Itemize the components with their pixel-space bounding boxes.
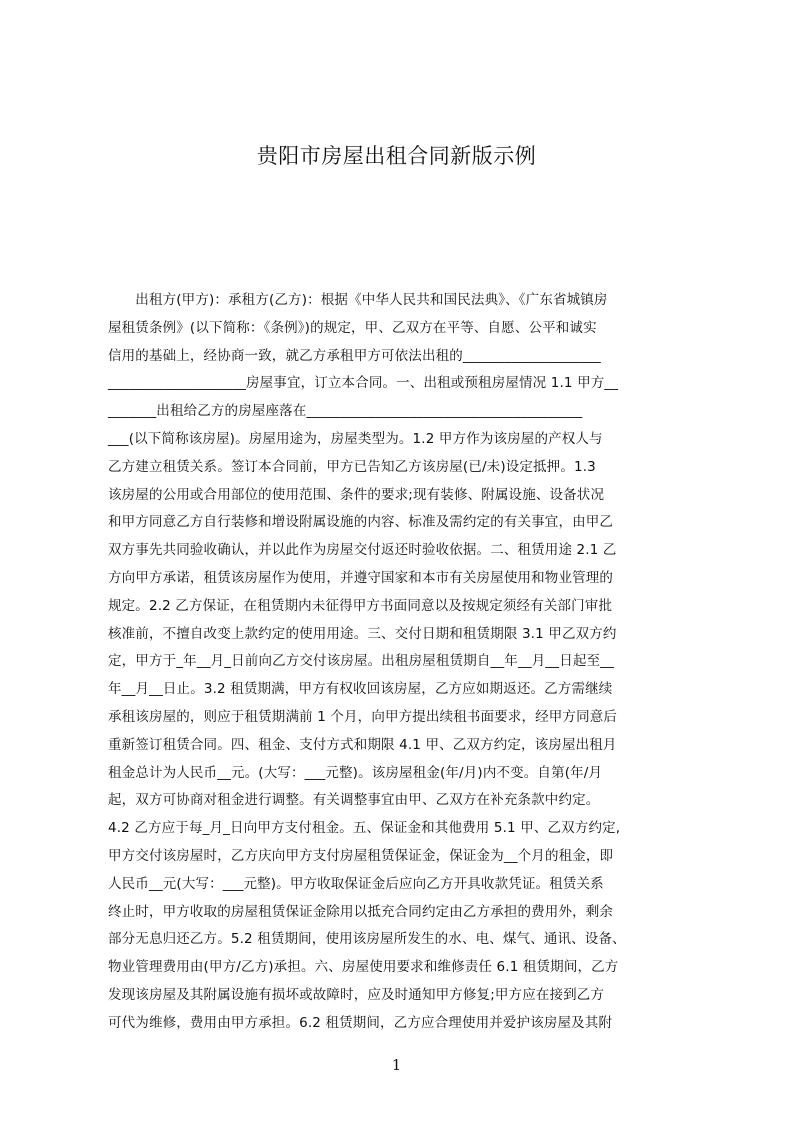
body-line: 部分无息归还乙方。5.2 租赁期间，使用该房屋所发生的水、电、煤气、通讯、设备、 (108, 931, 626, 948)
body-line: _______出租给乙方的房屋座落在________________________________________ (108, 403, 583, 420)
body-line: 发现该房屋及其附属设施有损坏或故障时，应及时通知甲方修复;甲方应在接到乙方 (108, 986, 605, 1003)
body-line: 该房屋的公用或合用部位的使用范围、条件的要求;现有装修、附属设施、设备状况 (108, 486, 605, 503)
body-line: 乙方建立租赁关系。签订本合同前，甲方已告知乙方该房屋(已/未)设定抵押。1.3 (108, 458, 596, 475)
body-line: 年__月__日止。3.2 租赁期满，甲方有权收回该房屋，乙方应如期返还。乙方需继续 (108, 681, 613, 698)
body-line: 出租方(甲方)：承租方(乙方)：根据《中华人民共和国民法典》、《广东省城镇房 (108, 292, 608, 308)
body-line: 物业管理费用由(甲方/乙方)承担。六、房屋使用要求和维修责任 6.1 租赁期间，乙方 (108, 959, 619, 976)
body-line: 屋租赁条例》(以下简称：《条例》)的规定，甲、乙双方在平等、自愿、公平和诚实 (108, 319, 597, 336)
page-number: 1 (391, 1056, 402, 1074)
body-line: 规定。2.2 乙方保证，在租赁期内未征得甲方书面同意以及按规定须经有关部门审批 (108, 597, 613, 614)
body-line: 重新签订租赁合同。四、租金、支付方式和期限 4.1 甲、乙双方约定，该房屋出租月 (108, 736, 617, 753)
body-line: 承租该房屋的，则应于租赁期满前 1 个月，向甲方提出续租书面要求，经甲方同意后 (108, 708, 618, 725)
body-line: 方向甲方承诺，租赁该房屋作为使用，并遵守国家和本市有关房屋使用和物业管理的 (108, 569, 614, 586)
body-line: 甲方交付该房屋时，乙方庆向甲方支付房屋租赁保证金，保证金为__个月的租金，即 (108, 847, 614, 864)
body-line: 和甲方同意乙方自行装修和增设附属设施的内容、标准及需约定的有关事宜，由甲乙 (108, 514, 614, 531)
body-line: 起，双方可协商对租金进行调整。有关调整事宜由甲、乙双方在补充条款中约定。 (108, 792, 600, 809)
body-line: 终止时，甲方收取的房屋租赁保证金除用以抵充合同约定由乙方承担的费用外，剩余 (108, 903, 614, 920)
body-line: 双方事先共同验收确认，并以此作为房屋交付返还时验收依据。二、租赁用途 2.1 乙 (108, 542, 617, 559)
body-line: 信用的基础上，经协商一致，就乙方承租甲方可依法出租的____________________ (108, 347, 601, 364)
body-line: 可代为维修，费用由甲方承担。6.2 租赁期间，乙方应合理使用并爱护该房屋及其附 (108, 1014, 613, 1031)
body-line: 人民币__元(大写：___元整)。甲方收取保证金后应向乙方开具收款凭证。租赁关系 (108, 875, 604, 892)
body-line: ____________________房屋事宜，订立本合同。一、出租或预租房屋情况 1.1 甲方__ (108, 375, 619, 392)
body-line: 核准前，不擅自改变上款约定的使用用途。三、交付日期和租赁期限 3.1 甲乙双方约 (108, 625, 617, 642)
body-line: 定，甲方于_年__月_日前向乙方交付该房屋。出租房屋租赁期自__年__月__日起至__ (108, 653, 614, 670)
document-title: 贵阳市房屋出租合同新版示例 (256, 144, 537, 168)
body-line: 4.2 乙方应于每_月_日向甲方支付租金。五、保证金和其他费用 5.1 甲、乙双方约定, (108, 820, 621, 837)
body-line: 租金总计为人民币__元。(大写：___元整)。该房屋租金(年/月)内不变。自第(年/月 (108, 764, 603, 781)
contract-body (108, 287, 698, 1031)
body-line: ___(以下简称该房屋)。房屋用途为，房屋类型为。1.2 甲方作为该房屋的产权人与 (108, 430, 603, 447)
